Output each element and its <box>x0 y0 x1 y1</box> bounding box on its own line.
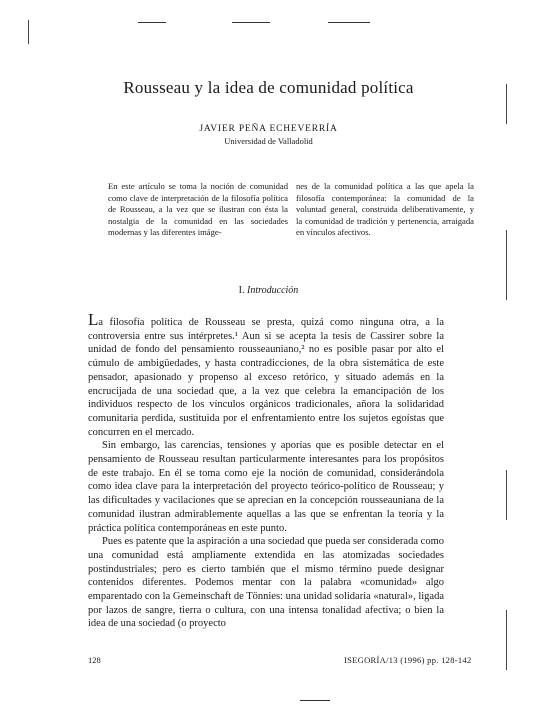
top-rule-left <box>138 22 166 23</box>
right-margin-tick-low <box>506 470 507 520</box>
author-affiliation: Universidad de Valladolid <box>224 136 313 146</box>
top-rule-right <box>328 22 370 23</box>
paragraph-2: Sin embargo, las carencias, tensiones y aporías que es posible detectar en el pensamiento de Rousseau resultan particularmente interesantes para los propósitos de este trabajo. En él se toma como eje la noción de comunidad, considerándola como idea clave para la interpretación del proyecto teórico-político de Rousseau; y las dificultades y vacilaciones que se aprecian en la concepción rousseauniana de la comunidad ilustran admirablemente aquellas a las que se enfrentan la teoría y la práctica política contemporáneas en este punto. <box>88 440 444 534</box>
right-margin-tick-bottom <box>506 610 507 670</box>
right-margin-tick-mid <box>506 230 507 300</box>
paragraph-1 <box>88 310 444 439</box>
paragraph-3: Pues es patente que la aspiración a una sociedad que pueda ser considerada como una comunidad está ampliamente extendida en las atomizadas sociedades postindustriales; pero es cierto también que el mismo término puede designar contenidos diferentes. Podemos mentar con la palabra «comunidad» algo emparentado con la Gemeinschaft de Tönnies: una unidad solidaria «natural», ligada por lazos de sangre, tierra o cultura, con una intensa tonalidad afectiva; o bien la idea de una sociedad (o proyecto <box>88 536 444 630</box>
initial-capital: L <box>88 310 99 329</box>
abstract-column-right: nes de la comunidad política a las que apela la filosofía contemporánea: la comunidad de la voluntad general, construida deliberativamente, y la comunidad de tradición y pertenencia, arraigada en vínculos afectivos. <box>296 181 474 238</box>
journal-citation: ISEGORÍA/13 (1996) pp. 128-142 <box>344 655 472 665</box>
paragraph-1-text: a filosofía política de Rousseau se presta, quizá como ninguna otra, a la controversia entre sus intérpretes.¹ Aun si se acepta la tesis de Cassirer sobre la unidad de fondo del pensamiento rousseauniano,² no es posible pasar por alto el cúmulo de ambigüedades, y hasta contradicciones, de la obra sistemática de este pensador, apasionado y propenso al exceso retórico, y situado además en la encrucijada de una sociedad que, a la vez que celebra la emancipación de los individuos respecto de los vínculos orgánicos tradicionales, añora la solidaridad comunitaria perdida, sustituida por el enfrentamiento entre los sujetos egoístas que concurren en el mercado. <box>88 317 444 438</box>
author-name: JAVIER PEÑA ECHEVERRÍA <box>199 124 338 134</box>
section-heading <box>60 285 477 296</box>
section-number: I. <box>238 285 245 296</box>
left-margin-tick <box>28 20 29 44</box>
body-text <box>88 310 444 631</box>
top-rule-center <box>232 22 270 23</box>
right-margin-tick-top <box>506 84 507 124</box>
abstract-column-left: En este artículo se toma la noción de comunidad como clave de interpretación de la filosofía política de Rousseau, a la vez que se ilustran con ésta la nostalgia de la comunidad en las sociedades modernas y las diferentes imáge- <box>108 181 288 238</box>
bottom-rule <box>300 700 330 701</box>
article-title: Rousseau y la idea de comunidad política <box>123 78 414 97</box>
page-number: 128 <box>88 655 101 665</box>
section-title: Introducción <box>247 285 299 296</box>
